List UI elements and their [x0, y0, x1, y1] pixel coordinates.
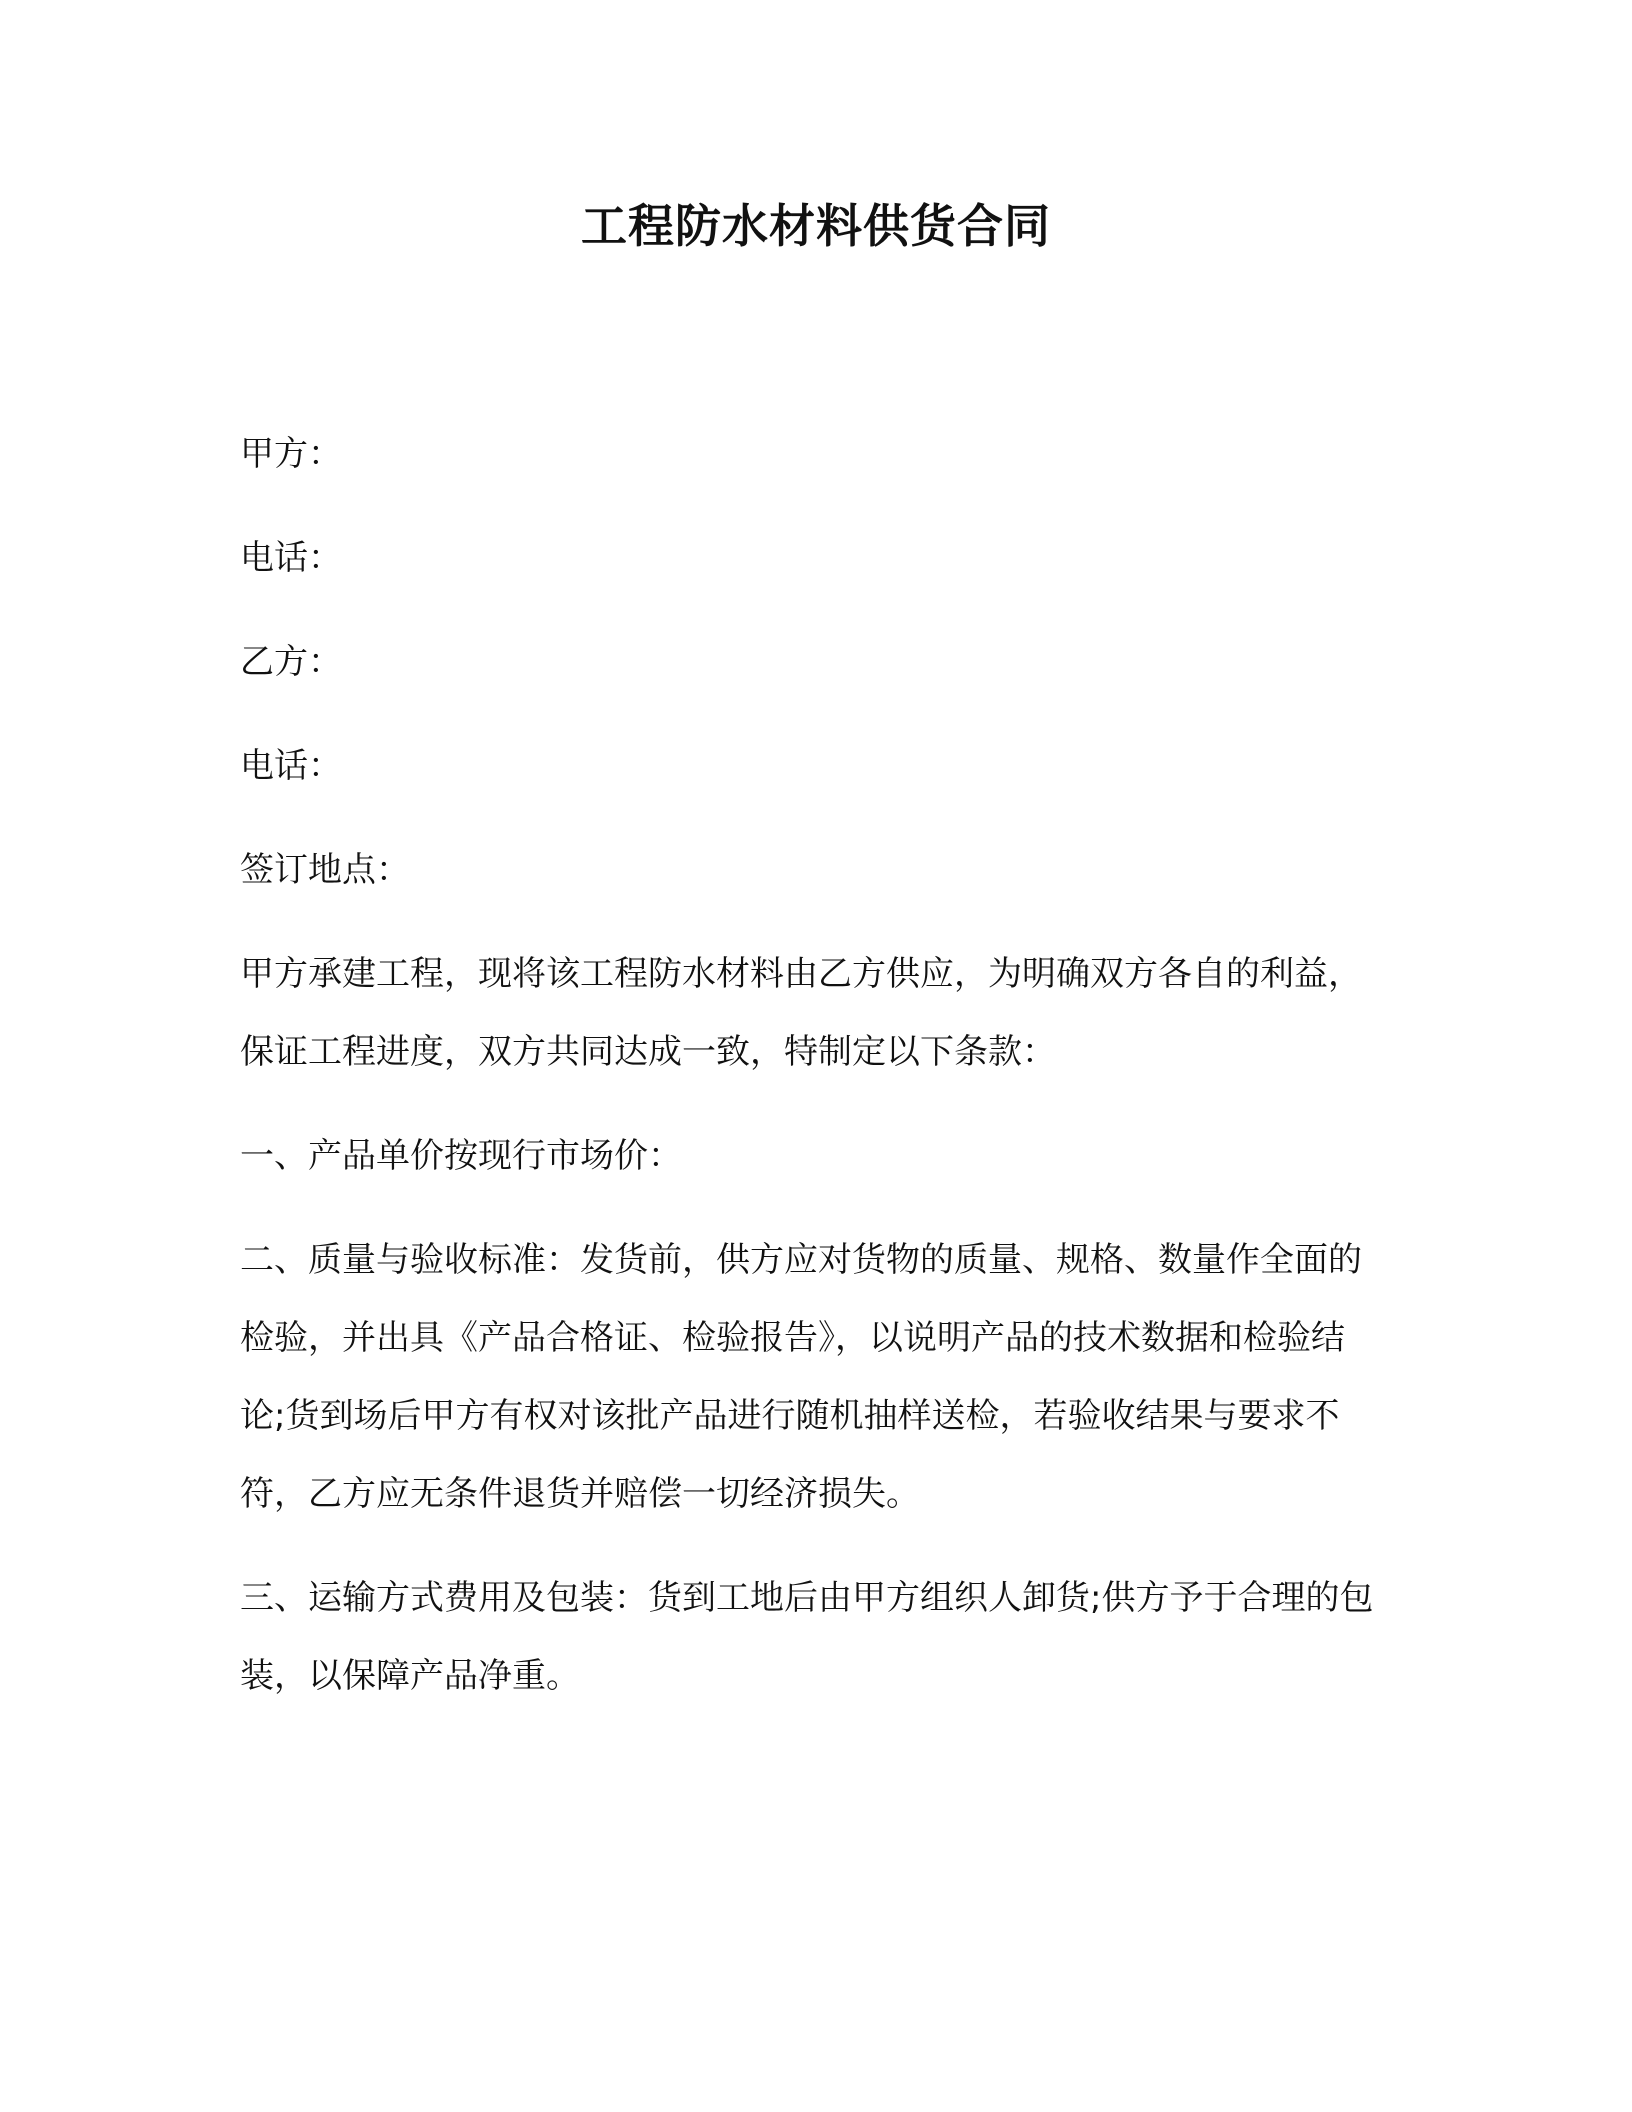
party-b-phone-field: 电话： [240, 746, 342, 786]
signing-location-field: 签订地点： [240, 850, 410, 890]
clause-2-paragraph: 二、质量与验收标准：发货前，供方应对货物的质量、规格、数量作全面的检验，并出具《产品合格证、检验报告》，以说明产品的技术数据和检验结论;货到场后甲方有权对该批产品进行随机抽样送检，若验收结果与要求不符，乙方应无条件退货并赔偿一切经济损失。 [240, 1240, 1362, 1514]
party-b-field: 乙方： [240, 642, 342, 682]
clause-3-paragraph: 三、运输方式费用及包装：货到工地后由甲方组织人卸货;供方予于合理的包装，以保障产品净重。 [240, 1578, 1374, 1696]
party-a-field: 甲方： [240, 434, 342, 474]
intro-paragraph: 甲方承建工程，现将该工程防水材料由乙方供应，为明确双方各自的利益，保证工程进度，双方共同达成一致，特制定以下条款： [240, 954, 1362, 1072]
party-a-phone-field: 电话： [240, 538, 342, 578]
document-title: 工程防水材料供货合同 [581, 199, 1051, 253]
clause-1-paragraph: 一、产品单价按现行市场价： [240, 1136, 682, 1176]
document-body [240, 415, 1390, 1741]
